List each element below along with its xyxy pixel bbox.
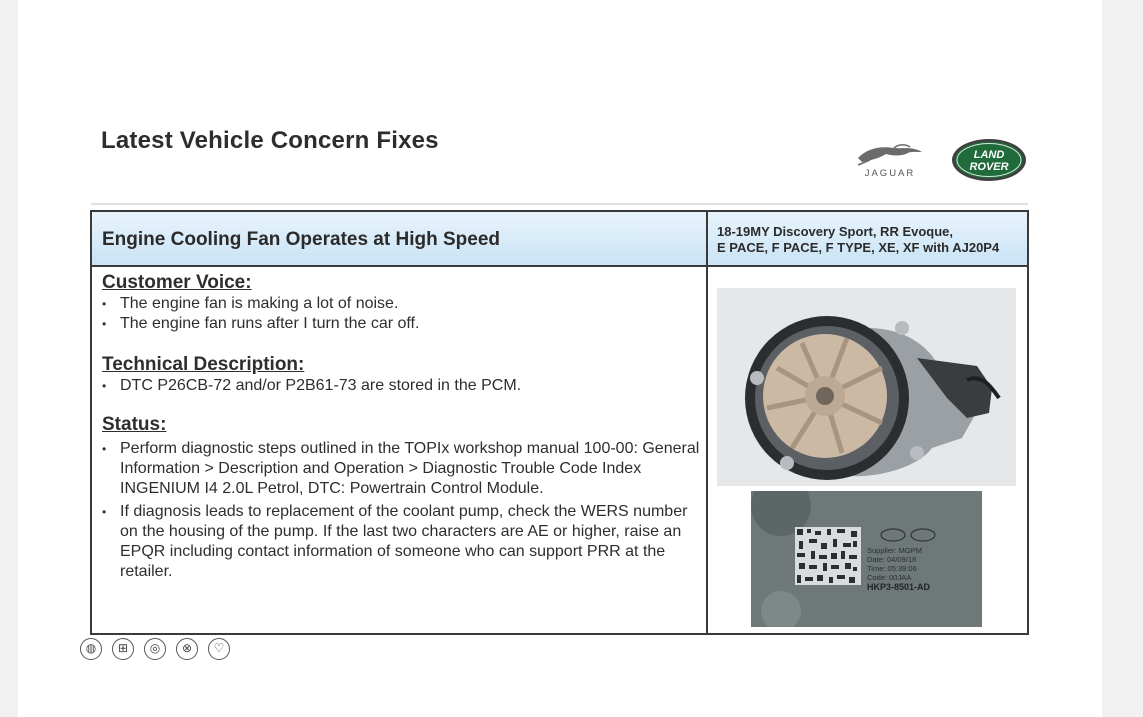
- technical-description-item: • DTC P26CB-72 and/or P2B61-73 are stored in the PCM.: [102, 376, 702, 396]
- jaguar-wordmark: JAGUAR: [864, 168, 916, 179]
- label-time: Time: 05:39:06: [867, 564, 917, 573]
- column-divider: [706, 267, 708, 633]
- wers-label-illustration: [751, 491, 982, 627]
- status-heading: Status:: [102, 414, 167, 435]
- jaguar-logo: [850, 138, 930, 182]
- land-rover-logo: [951, 138, 1027, 187]
- customer-voice-item: • The engine fan runs after I turn the car off.: [102, 314, 702, 334]
- status-item: • Perform diagnostic steps outlined in the TOPIx workshop manual 100-00: General Information > Description and Operation > Diagnostic Trouble Code Index INGENIUM I4 2.0L Petrol, DTC: Powertrain Control Module.: [102, 439, 702, 499]
- technical-description-heading: Technical Description:: [102, 354, 305, 375]
- title-divider: [91, 203, 1028, 205]
- coolant-pump-photo: [717, 288, 1016, 486]
- concern-title: Engine Cooling Fan Operates at High Speed: [102, 229, 500, 250]
- land-rover-oval-icon: [951, 138, 1027, 182]
- label-supplier: Supplier: MGPM: [867, 546, 923, 555]
- land-rover-line1: LAND: [973, 149, 1005, 161]
- steering-wheel-icon: ⊗: [176, 638, 198, 660]
- document-page: [18, 0, 1102, 717]
- models-cell: [708, 212, 1027, 267]
- models-line-1: 18-19MY Discovery Sport, RR Evoque,: [717, 224, 954, 239]
- customer-voice-item: • The engine fan is making a lot of noise.: [102, 294, 702, 314]
- concern-details: [102, 272, 702, 582]
- concern-table: [90, 210, 1029, 635]
- coolant-pump-illustration: [717, 288, 1016, 486]
- grid-icon: ⊞: [112, 638, 134, 660]
- label-part-number: HKP3-8501-AD: [867, 582, 931, 592]
- concern-title-cell: [92, 212, 708, 267]
- customer-voice-heading: Customer Voice:: [102, 272, 252, 293]
- label-code: Code: 00JAA: [867, 573, 912, 582]
- wers-label-photo: [751, 491, 982, 627]
- target-icon: ◎: [144, 638, 166, 660]
- models-line-2: E PACE, F PACE, F TYPE, XE, XF with AJ20P4: [717, 240, 1000, 255]
- jaguar-leaper-icon: [850, 138, 930, 168]
- land-rover-line2: ROVER: [969, 161, 1009, 173]
- status-item: • If diagnosis leads to replacement of the coolant pump, check the WERS number on the housing of the pump. If the last two characters are AE or higher, raise an EPQR including contact information of someone who can support PRR at the retailer.: [102, 502, 702, 582]
- page-title: Latest Vehicle Concern Fixes: [101, 127, 439, 154]
- heart-icon: ♡: [208, 638, 230, 660]
- label-date: Date: 04/09/18: [867, 555, 917, 564]
- fingerprint-icon: ◍: [80, 638, 102, 660]
